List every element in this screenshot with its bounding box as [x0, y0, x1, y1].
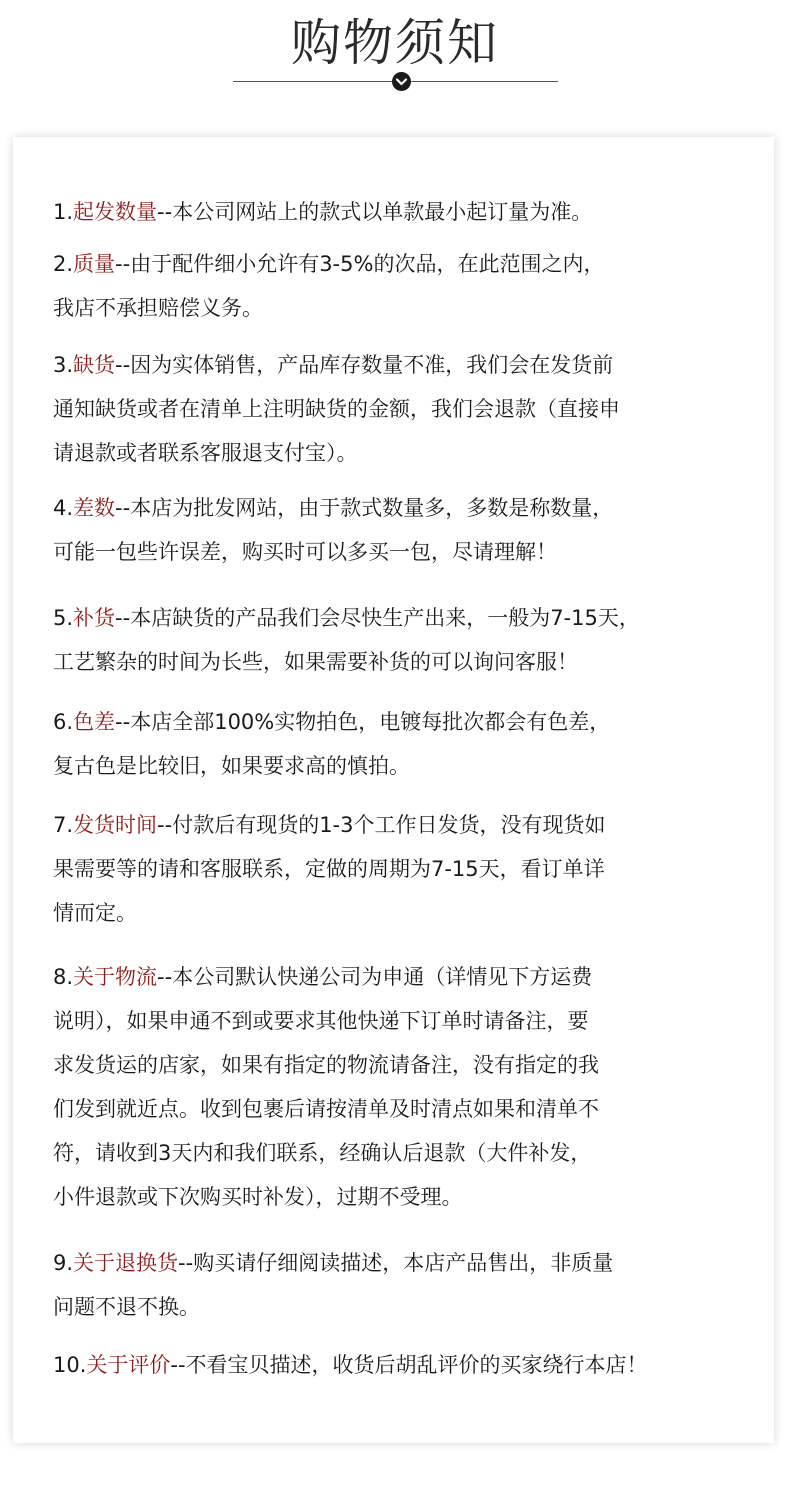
item-text: --本店为批发网站，由于款式数量多，多数是称数量， — [115, 496, 614, 520]
notice-line: 通知缺货或者在清单上注明缺货的金额，我们会退款（直接申 — [53, 397, 620, 421]
notice-line: 复古色是比较旧，如果要求高的慎拍。 — [53, 754, 410, 778]
notice-item-4 — [53, 486, 768, 574]
notice-line: 情而定。 — [53, 901, 137, 925]
item-number: 4. — [53, 496, 74, 520]
item-keyword: 差数 — [73, 496, 116, 520]
item-text: --本店全部100%实物拍色，电镀每批次都会有色差， — [115, 710, 611, 734]
notice-item-2 — [53, 242, 768, 330]
notice-card — [13, 137, 774, 1443]
item-keyword: 色差 — [73, 710, 116, 734]
notice-line — [53, 1241, 768, 1285]
item-keyword: 关于退换货 — [73, 1251, 179, 1275]
item-text: --由于配件细小允许有3-5%的次品，在此范围之内， — [115, 252, 605, 276]
notice-line — [53, 486, 768, 530]
notice-line — [53, 955, 768, 999]
item-number: 6. — [53, 710, 74, 734]
item-keyword: 发货时间 — [73, 813, 158, 837]
item-keyword: 补货 — [73, 606, 116, 630]
notice-item-6 — [53, 700, 768, 788]
notice-line — [53, 596, 768, 640]
item-number: 7. — [53, 813, 74, 837]
item-number: 2. — [53, 252, 74, 276]
notice-item-8 — [53, 955, 768, 1219]
item-number: 9. — [53, 1251, 74, 1275]
notice-line: 符，请收到3天内和我们联系，经确认后退款（大件补发， — [53, 1141, 592, 1165]
notice-line — [53, 343, 768, 387]
notice-item-9 — [53, 1241, 768, 1329]
item-text: --本店缺货的产品我们会尽快生产出来，一般为7-15天， — [115, 606, 640, 630]
header — [0, 0, 790, 110]
notice-line: 们发到就近点。收到包裹后请按清单及时清点如果和清单不 — [53, 1097, 599, 1121]
item-text: --本公司网站上的款式以单款最小起订量为准。 — [157, 200, 593, 224]
notice-line — [53, 242, 768, 286]
notice-line: 请退款或者联系客服退支付宝）。 — [53, 441, 358, 465]
notice-line: 求发货运的店家，如果有指定的物流请备注，没有指定的我 — [53, 1053, 599, 1077]
item-keyword: 关于物流 — [73, 965, 158, 989]
notice-line — [53, 190, 768, 234]
notice-line: 说明），如果申通不到或要求其他快递下订单时请备注，要 — [53, 1009, 589, 1033]
item-text: --因为实体销售，产品库存数量不准，我们会在发货前 — [115, 353, 614, 377]
notice-item-3 — [53, 343, 768, 475]
item-text: --不看宝贝描述，收货后胡乱评价的买家绕行本店！ — [170, 1353, 648, 1377]
notice-line — [53, 700, 768, 744]
notice-line — [53, 803, 768, 847]
notice-line: 小件退款或下次购买时补发），过期不受理。 — [53, 1185, 463, 1209]
item-number: 5. — [53, 606, 74, 630]
notice-line: 我店不承担赔偿义务。 — [53, 296, 263, 320]
page-title: 购物须知 — [291, 14, 499, 72]
notice-item-7 — [53, 803, 768, 935]
notice-line — [53, 1343, 768, 1387]
notice-line: 工艺繁杂的时间为长些，如果需要补货的可以询问客服！ — [53, 650, 578, 674]
chevron-down-icon — [392, 72, 411, 91]
item-keyword: 缺货 — [73, 353, 116, 377]
notice-line: 问题不退不换。 — [53, 1295, 200, 1319]
item-keyword: 关于评价 — [86, 1353, 171, 1377]
item-number: 8. — [53, 965, 74, 989]
notice-line: 果需要等的请和客服联系，定做的周期为7-15天，看订单详 — [53, 857, 605, 881]
item-number: 1. — [53, 200, 74, 224]
item-number: 10. — [53, 1353, 87, 1377]
item-text: --付款后有现货的1-3个工作日发货，没有现货如 — [157, 813, 606, 837]
notice-line: 可能一包些许误差，购买时可以多买一包，尽请理解！ — [53, 540, 557, 564]
item-keyword: 质量 — [73, 252, 116, 276]
item-text: --购买请仔细阅读描述，本店产品售出，非质量 — [178, 1251, 614, 1275]
notice-item-10 — [53, 1343, 768, 1387]
item-number: 3. — [53, 353, 74, 377]
notice-item-1 — [53, 190, 768, 234]
item-keyword: 起发数量 — [73, 200, 158, 224]
notice-item-5 — [53, 596, 768, 684]
item-text: --本公司默认快递公司为申通（详情见下方运费 — [157, 965, 593, 989]
